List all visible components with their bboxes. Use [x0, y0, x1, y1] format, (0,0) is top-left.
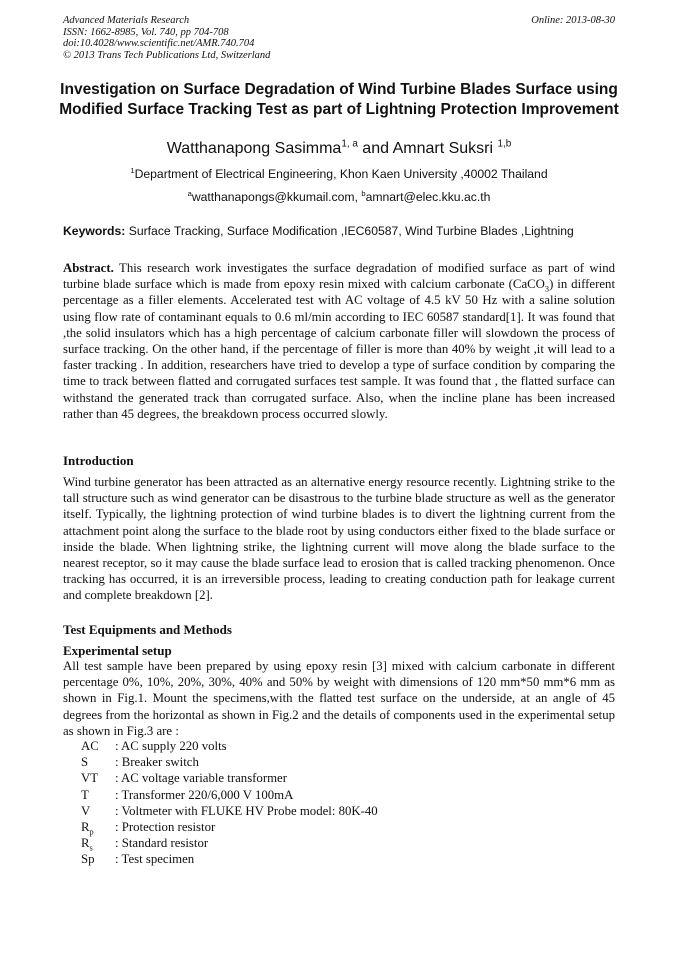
copyright-line: © 2013 Trans Tech Publications Ltd, Switzerland [63, 49, 271, 61]
author-2-sup: 1,b [497, 138, 512, 150]
component-row [81, 787, 378, 803]
author-1: Watthanapong Sasimma [166, 140, 342, 157]
component-row [81, 819, 378, 835]
email-line [0, 190, 678, 204]
component-symbol: R [81, 820, 90, 835]
author-1-sup: 1, a [341, 138, 358, 150]
component-desc: : Breaker switch [115, 755, 199, 770]
component-symbol: AC [81, 739, 99, 753]
component-symbol: Sp [81, 852, 95, 867]
component-symbol: T [81, 787, 89, 802]
email-a: watthanapongs@kkumail.com, [191, 190, 362, 204]
component-symbol-sub: s [89, 843, 93, 853]
component-list [81, 738, 378, 868]
affiliation [0, 167, 678, 181]
component-symbol: S [81, 755, 89, 770]
keywords [63, 224, 615, 238]
journal-name: Advanced Materials Research [63, 15, 190, 26]
component-symbol-cell [81, 819, 115, 835]
methods-heading: Test Equipments and Methods [63, 622, 232, 637]
keywords-label: Keywords: [63, 224, 126, 238]
email-b-sup: b [361, 188, 366, 198]
abstract-label: Abstract. [63, 261, 114, 275]
component-row [81, 851, 378, 867]
component-symbol-cell [81, 754, 115, 770]
component-row [81, 754, 378, 770]
component-desc: : Transformer 220/6,000 V 100mA [115, 787, 294, 802]
abstract-text-2: ) in different percentage as a filler elements. Accelerated test with AC voltage of 4.5 kV 50 Hz with a saline solution using flow rate of contaminant equals to 0.6 ml/min according to IEC 60587 standard[1]. It was found that ,the solid insulators which has a high percentage of calcium carbonate filler will slowdown the process of surface tracking. On the other hand, if the percentage of filler is more than 40% by weight ,it will lead to a faster tracking . In addition, researchers have tried to develop a type of surface condition by comparing the time to track between flatted and corrugated surfaces test sample. It was found that , the flatted surface can withstand the generated track than corrugated surface. Also, when the incline plane has been increased rather than 45 degrees, the breakdown process occurred slowly. [63, 277, 615, 421]
component-row [81, 835, 378, 851]
abstract-text-1: This research work investigates the surface degradation of modified surface as part of wind turbine blade surface which is made from epoxy resin mixed with calcium carbonate (CaCO [63, 261, 615, 292]
author-2: Amnart Suksri [392, 140, 494, 157]
component-row [81, 803, 378, 819]
page-header [63, 15, 615, 61]
methods-text: All test sample have been prepared by using epoxy resin [3] mixed with calcium carbonate in different percentage 0%, 10%, 20%, 30%, 40% and 50% by weight with dimensions of 120 mm*50 mm*6 mm as shown in Fig.1. Mount the specimens,with the flatted test surface on the underside, at an angle of 45 degrees from the horizontal as shown in Fig.2 and the details of components used in the experimental setup as shown in Fig.3 are : [63, 659, 615, 738]
abstract [63, 260, 615, 422]
component-symbol-cell [81, 851, 115, 867]
component-symbol-cell [81, 770, 115, 786]
affiliation-text: Department of Electrical Engineering, Khon Kaen University ,40002 Thailand [134, 167, 548, 181]
keywords-text: Surface Tracking, Surface Modification ,IEC60587, Wind Turbine Blades ,Lightning [125, 224, 574, 238]
component-desc: : Protection resistor [115, 820, 216, 835]
component-desc: : AC supply 220 volts [115, 739, 227, 753]
component-desc: : AC voltage variable transformer [115, 771, 287, 786]
component-symbol-sub: p [89, 827, 94, 837]
online-date: Online: 2013-08-30 [531, 15, 615, 26]
doi-line: doi:10.4028/www.scientific.net/AMR.740.704 [63, 38, 255, 49]
component-symbol-cell [81, 803, 115, 819]
paper-title: Investigation on Surface Degradation of Wind Turbine Blades Surface using Modified Surface Tracking Test as part of Lightning Protection Improvement [59, 81, 619, 118]
component-desc: : Voltmeter with FLUKE HV Probe model: 80K-40 [115, 803, 378, 818]
email-a-sup: a [187, 188, 192, 198]
issn-line: ISSN: 1662-8985, Vol. 740, pp 704-708 [63, 26, 229, 38]
component-symbol: R [81, 836, 90, 851]
component-symbol-cell [81, 787, 115, 803]
component-symbol: VT [81, 771, 99, 786]
component-symbol-cell [81, 738, 115, 754]
introduction-text: Wind turbine generator has been attracted as an alternative energy resource recently. Lightning strike to the tall structure such as wind generator can be disastrous to the turbine blade structure as well as the generator itself. Typically, the lightning protection of wind turbine blades is to divert the lightning current from the attachment point along the surface to the blade root by using conductors either fixed to the blade surface or inside the blade. When lightning strike, the lightning current will move along the blade surface to the nearest receptor, so it may cause the blade surface lead to erosion that is called tracking phenomenon. Once tracking has occurred, it is an irreversible process, leading to creating conduction path for leakage current and complete breakdown [2]. [63, 475, 615, 603]
introduction-heading: Introduction [63, 453, 134, 468]
component-desc: : Standard resistor [115, 836, 209, 851]
methods-subheading: Experimental setup [63, 643, 172, 658]
component-symbol: V [81, 803, 91, 818]
email-b: amnart@elec.kku.ac.th [365, 190, 491, 204]
author-line [0, 140, 678, 158]
author-and: and [357, 140, 393, 157]
component-desc: : Test specimen [115, 852, 195, 867]
component-symbol-cell [81, 835, 115, 851]
component-row [81, 738, 378, 754]
abstract-sub: 3 [544, 284, 550, 294]
component-row [81, 770, 378, 786]
affiliation-sup: 1 [130, 165, 135, 175]
